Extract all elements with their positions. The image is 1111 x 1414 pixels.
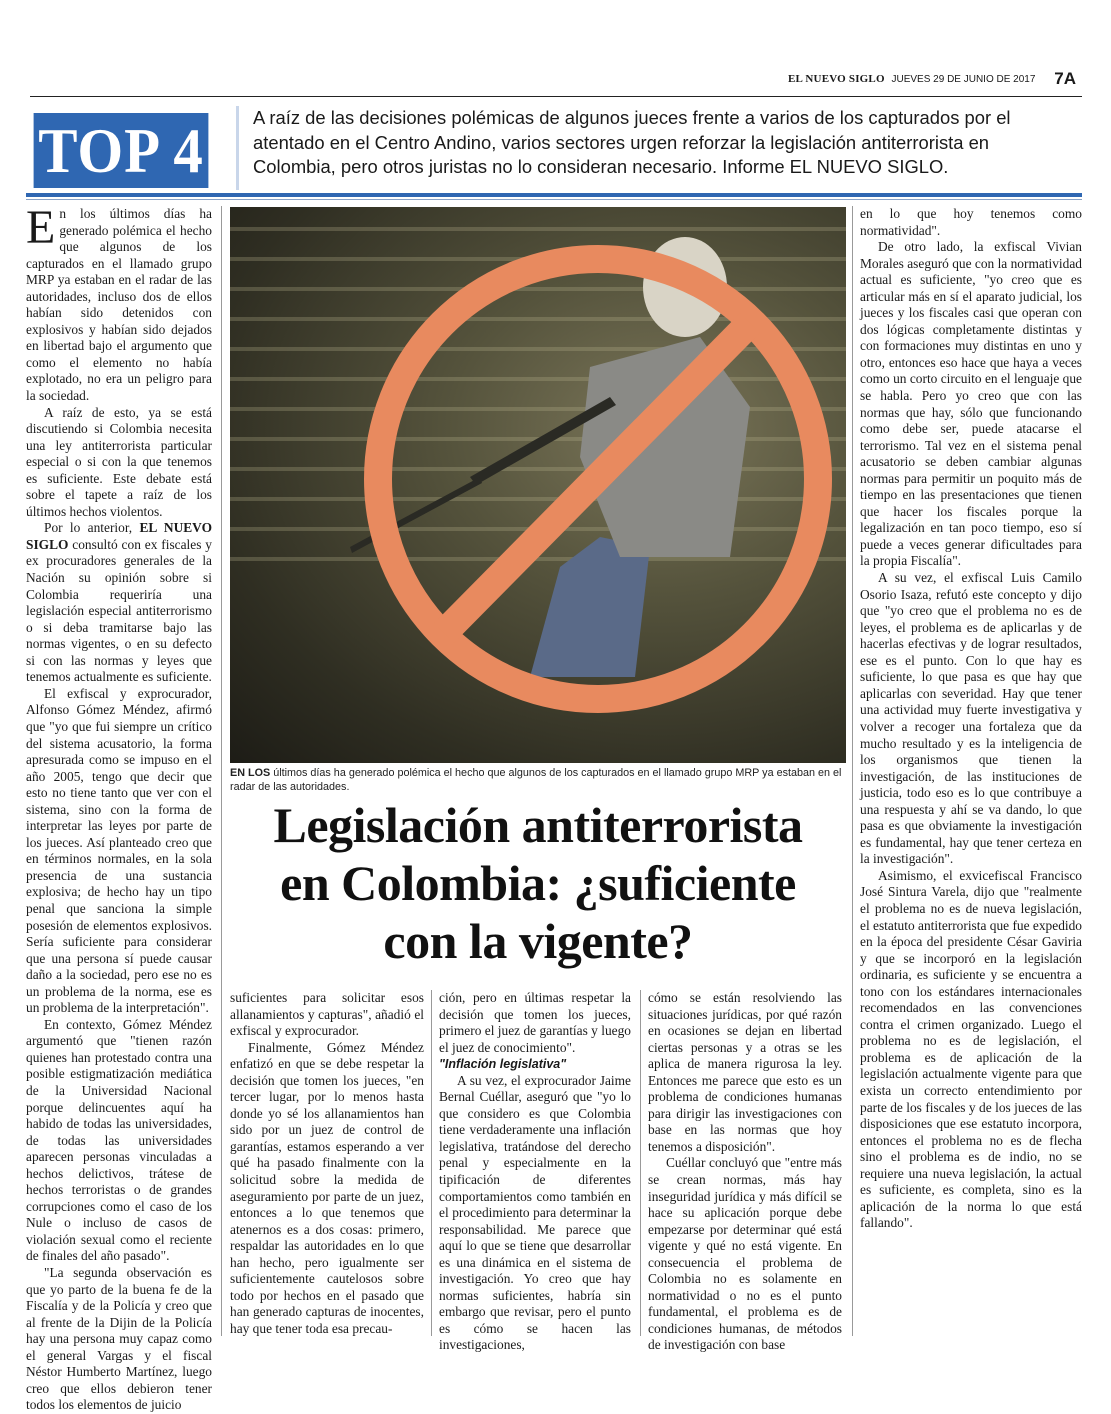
caption-lead: EN LOS [230, 767, 271, 779]
section-tag: TOP 4 [34, 113, 209, 188]
paragraph: Finalmente, Gómez Méndez enfatizó en que se debe respetar la decisión que tomen los jueces, "en tercer lugar, por lo menos hasta donde yo sé los allanamientos han sido por un juez de control de garantías, estamos esperando a ver qué ha pasado finalmente con la solicitud sobre la medida de aseguramiento por parte de un juez, entonces a lo que tenemos que atenernos es a dos cosas: primero, respaldar las autoridades en lo que han hecho, pero igualmente ser suficientemente cautelosos sobre todo por hechos en el pasado que han generado capturas de inocentes, hay que tener toda esa precau- [230, 1039, 424, 1336]
paragraph: suficientes para solicitar esos allanamientos y capturas", añadió el exfiscal y exprocurador. [230, 990, 424, 1039]
masthead [788, 69, 1088, 93]
paragraph: Asimismo, el exvicefiscal Francisco José Sintura Varela, dijo que "realmente el problema no es de nueva legislación, el estatuto antiterrorista que fue expedido en la época del presidente César Gaviria y que se incorporó en la legislación ordinaria, es suficiente y se encuentra a tono con los estándares internacionales recomendados en las convenciones contra el crimen organizado. Luego el problema no es de legislación, el problema es de aplicación de la legislación actualmente vigente para que exista un correcto entendimiento por parte de los fiscales y de los jueces de las disposiciones que ese estatuto incorpora, entonces el problema no es de flecha sino el problema es de indio, no se requiere una nueva legislación, la actual es suficiente, es completa, sino es la aplicación de la norma lo que está fallando". [860, 867, 1082, 1231]
paragraph: En contexto, Gómez Méndez argumentó que "tienen razón quienes han protestado contra una posible estigmatización mediática de la Universidad Nacional porque delincuentes aquí ha habido de todas las universidades, de todas las universidades aparecen personas vinculadas a hechos delictivos, trátese de hechos terroristas o de grandes corrupciones como el caso de los Nule o incluso de casos de violación sexual como el reciente de finales del año pasado". [26, 1016, 212, 1264]
newspaper-name: EL NUEVO SIGLO [788, 73, 885, 85]
page-number: 7A [1054, 69, 1076, 88]
article-photo [230, 207, 846, 763]
headline-line: con la vigente? [383, 913, 693, 969]
paragraph: "La segunda observación es que yo parto de la buena fe de la Fiscalía y de la Policía y creo que al frente de la Dijin de la Policía hay una persona muy capaz como el general Vargas y el fiscal Néstor Humberto Martínez, luego creo que ellos debieron tener todos los elementos de juicio [26, 1265, 212, 1413]
paragraph [26, 201, 212, 405]
column-divider [640, 990, 641, 1336]
photo-caption [230, 766, 846, 794]
headline [230, 796, 846, 970]
paragraph: El exfiscal y exprocurador, Alfonso Gómez Méndez, afirmó que "yo que fui siempre un crítico del sistema acusatorio, la forma apresurada como se impuso en el año 2005, tengo que decir que esto no tiene tanto que ver con el sistema, sino con la forma de interpretar las leyes por parte de los jueces. Así planteado creo que en términos normales, en la sola presencia de una sustancia explosiva; de hecho hay un tipo penal que sanciona la simple posesión de elementos explosivos. Sería suficiente para considerar que una persona sí puede causar daño a la sociedad, pero ese no es un problema de la norma, ese es un problema de la interpretación". [26, 685, 212, 1016]
paragraph [26, 520, 212, 685]
paragraph-text: n los últimos días ha generado polémica el hecho que algunos de los capturados en el llamado grupo MRP ya estaban en el radar de las autoridades, incluso dos de ellos habían sido detenidos con explosivos y habían sido dejados en libertad bajo el argumento que como el elemento no había explotado, no era un peligro para la sociedad. [26, 206, 212, 404]
column-divider [852, 206, 853, 1336]
column-divider [431, 990, 432, 1336]
paragraph: A su vez, el exprocurador Jaime Bernal Cuéllar, aseguró que "yo lo que considero es que Colombia tiene verdaderamente una inflación legislativa, tratándose del derecho penal y especialmente en la tipificación de diferentes comportamientos como también en el procedimiento para determinar la responsabilidad. Me parece que aquí lo que se tiene que desarrollar es una dinámica en el sistema de investigación. Yo creo que hay normas suficientes, habría sin embargo que revisar, pero el punto es cómo se hacen las investigaciones, [439, 1072, 631, 1353]
deck-summary: A raíz de las decisiones polémicas de algunos jueces frente a varios de los capturados por el atentado en el Centro Andino, varios sectores urgen reforzar la legislación antiterrorista en Colombia, pero otros juristas no lo consideran necesario. Informe EL NUEVO SIGLO. [236, 106, 1053, 190]
paragraph: De otro lado, la exfiscal Vivian Morales aseguró que con la normatividad actual es suficiente, "yo creo que es articular más en sí el aparato judicial, los jueces y los fiscales casi que operan con dos lógicas completamente distintas y con formaciones muy distintas en uno y otro, entonces eso hace que haya a veces como un corto circuito en el lenguaje que se habla. Pero yo creo que con las normas que hay, sólo que funcionando como debe ser, puede atacarse el terrorismo. Tal vez en el sistema penal acusatorio se deben cambiar algunas normas para permitir un poquito más de tiempo en las presentaciones que tienen que hacer los fiscales porque la legalización en tan poco tiempo, eso sí puede a veces generar dificultades para la propia Fiscalía". [860, 239, 1082, 569]
paper-name-bold: EL NUEVO SIGLO [26, 520, 212, 552]
paragraph: A su vez, el exfiscal Luis Camilo Osorio Isaza, refutó este concepto y dijo que "yo creo que el problema no es de leyes, el problema es de aplicarlas y de hacerlas efectivas y de lograr resultados, ese es el punto. Con lo que hay es suficiente, lo que pasa es que hay que aplicarlas con severidad. Hay que tener una actividad muy fuerte investigativa y volver a recoger una fortaleza que da mucho resultado y es la inteligencia de los organismos que tienen la investigación, de las instituciones de justicia, todo eso es lo que contribuye a una respuesta y ahí se va dando, lo que pasa es que obviamente la investigación es fundamental, hay que tener certeza en la investigación". [860, 570, 1082, 867]
caption-text: últimos días ha generado polémica el hecho que algunos de los capturados en el llamado grupo MRP ya estaban en el radar de las autoridades. [230, 767, 842, 793]
article-column-3 [439, 990, 631, 1353]
article-column-2 [230, 990, 424, 1336]
subheading: "Inflación legislativa" [439, 1057, 567, 1072]
paragraph: ción, pero en últimas respetar la decisión que tomen los jueces, primero el juez de garantías y luego el juez de conocimiento". [439, 990, 631, 1055]
deck-rule-thin [26, 199, 1082, 200]
masthead-rule [30, 96, 1082, 97]
paragraph: en lo que hoy tenemos como normatividad". [860, 206, 1082, 238]
paragraph: A raíz de esto, ya se está discutiendo si Colombia necesita una ley antiterrorista particular especial o si con la que tenemos es suficiente. Este debate está sobre el tapete a raíz de los últimos hechos violentos. [26, 404, 212, 519]
headline-line: Legislación antiterrorista [273, 797, 803, 853]
paragraph-text: consultó con ex fiscales y ex procuradores generales de la Nación su opinión sobre si Colombia requeriría una legislación especial antiterrorismo o si deba tramitarse bajo las normas vigentes, o en su defecto si con las normas y leyes que tenemos actualmente es suficiente. [26, 536, 212, 685]
photo-illustration [230, 207, 846, 763]
paragraph: cómo se están resolviendo las situaciones jurídicas, por qué razón en ocasiones se dejan en libertad ciertas personas y a otras se les aplica de manera rigurosa la ley. Entonces me parece que esto es un problema de condiciones humanas para dirigir las investigaciones con base en las normas que hoy tenemos a disposición". [648, 990, 842, 1154]
paragraph-text: Por lo anterior, [44, 520, 140, 536]
column-divider [221, 206, 222, 1336]
issue-date: JUEVES 29 DE JUNIO DE 2017 [891, 74, 1036, 85]
drop-cap: E [26, 201, 56, 254]
article-column-5 [860, 206, 1082, 1336]
article-column-4 [648, 990, 842, 1353]
article-column-1 [26, 201, 212, 1413]
headline-line: en Colombia: ¿suficiente [280, 855, 796, 911]
deck-rule [26, 193, 1082, 197]
paragraph: Cuéllar concluyó que "entre más se crean normas, más hay inseguridad jurídica y más difícil se hace su aplicación porque debe empezarse por determinar qué está vigente y qué no está vigente. En consecuencia el problema de Colombia no es solamente en normatividad o no es el punto fundamental, el problema es de condiciones humanas, de métodos de investigación con base [648, 1155, 842, 1353]
